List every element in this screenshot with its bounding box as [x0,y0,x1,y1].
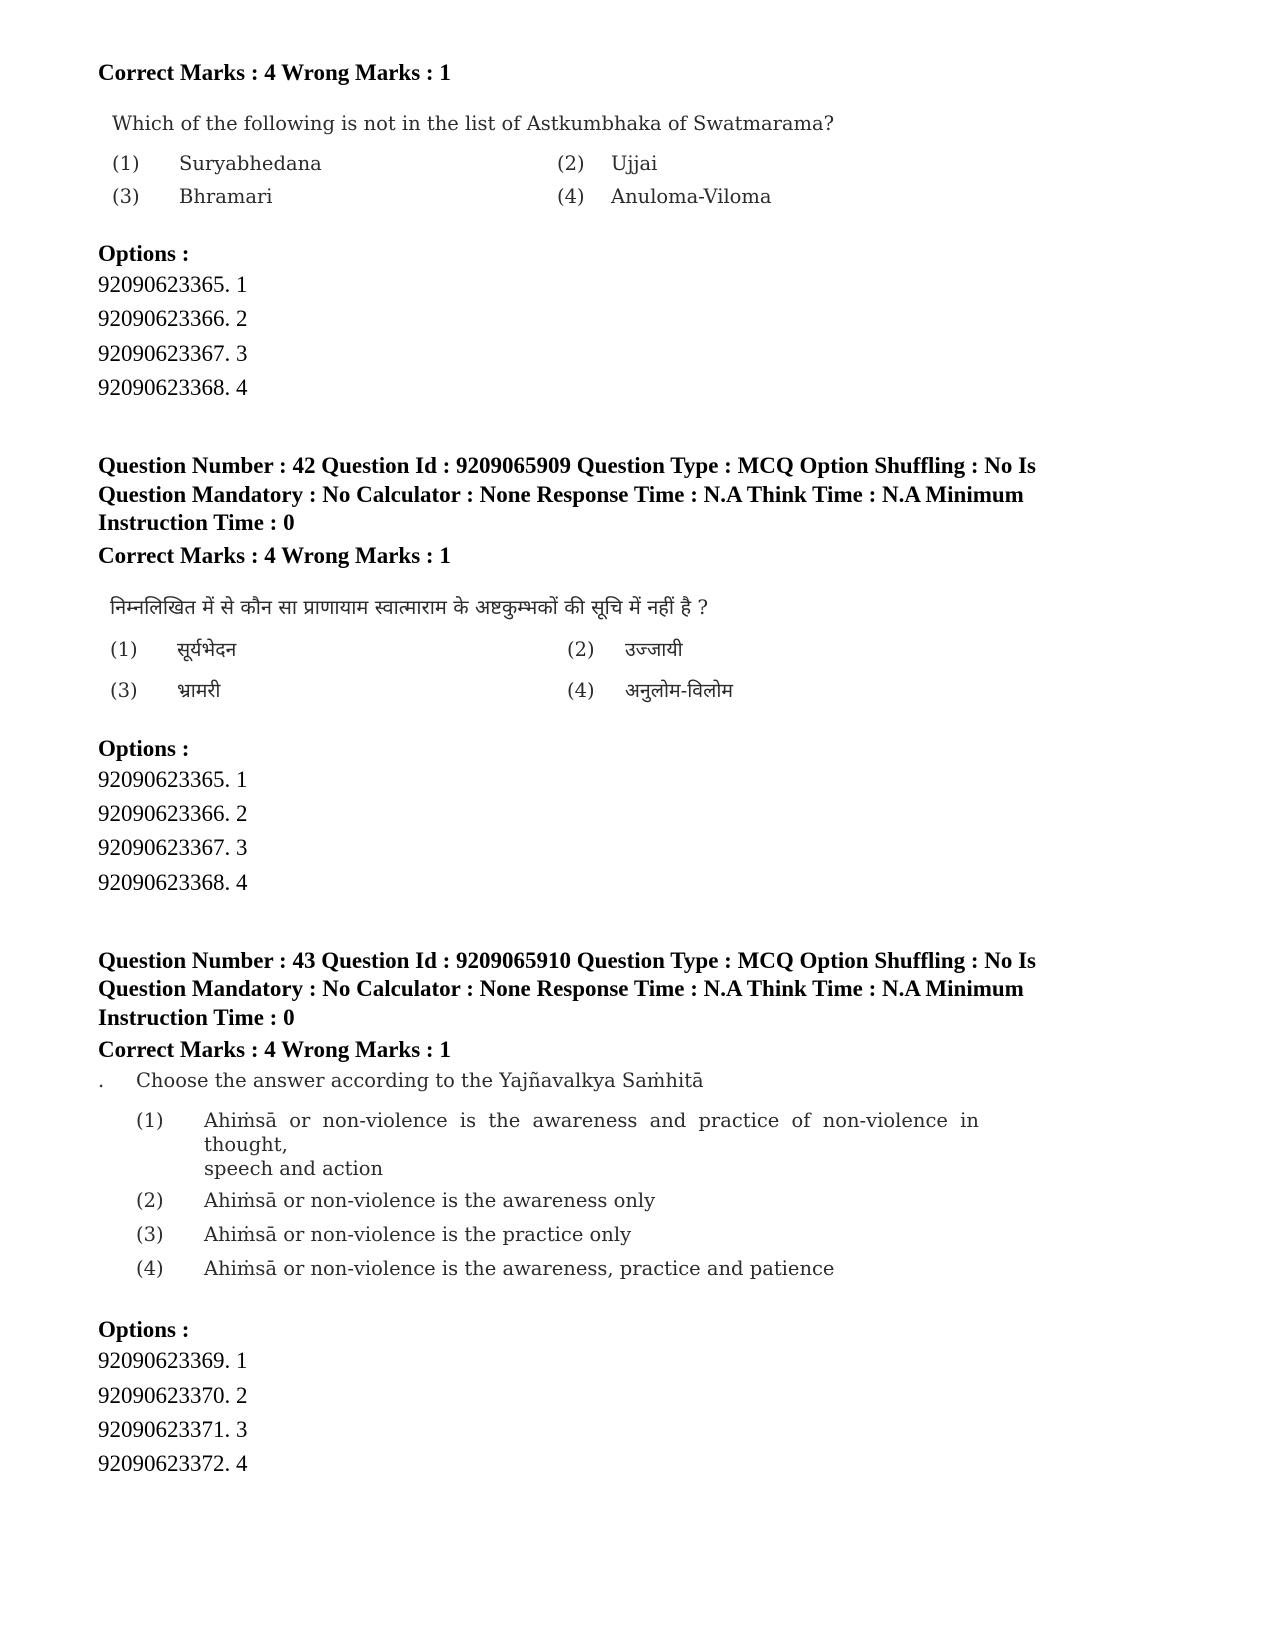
choice-text: अनुलोम-विलोम [625,678,734,702]
choice-text: सूर्यभेदन [177,637,237,661]
choice-number: (2) [567,637,595,661]
choice-text [204,1109,1044,1181]
choice-number: (1) [112,152,140,175]
options-list [98,268,1198,405]
question-image [98,1068,1198,1282]
option-item: 92090623371. 3 [98,1416,248,1442]
option-item: 92090623367. 3 [98,835,248,861]
choice-row [136,1256,1198,1282]
question-bullet: . [98,1069,105,1093]
choice-grid [110,637,1198,704]
choice-row [136,1222,1198,1248]
choice-text: Ahiṁsā or non-violence is the awareness, practice and patience [204,1257,835,1281]
choice-text: उज्जायी [625,637,683,661]
choice-number: (4) [136,1257,164,1281]
question-text: Choose the answer according to the Yajñavalkya Saṁhitā [136,1069,704,1093]
choice-row [136,1188,1198,1214]
options-list [98,1344,1198,1481]
marks-line: Correct Marks : 4 Wrong Marks : 1 [98,542,451,568]
question-meta-line: Question Mandatory : No Calculator : None Response Time : N.A Think Time : N.A Minimum [98,481,1024,507]
choice-number: (3) [136,1223,164,1247]
choice-number: (4) [557,185,585,208]
question-block-43 [98,947,1198,1482]
options-list [98,763,1198,900]
question-block-42 [98,452,1198,900]
option-item: 92090623368. 4 [98,869,248,895]
question-meta-line: Question Number : 42 Question Id : 9209065909 Question Type : MCQ Option Shuffling : No Is [98,453,1037,479]
choice-number: (2) [136,1189,164,1213]
choice-text-line: speech and action [204,1157,384,1181]
document-page [98,58,1198,1482]
question-meta-line: Instruction Time : 0 [98,1004,295,1030]
question-meta-line: Question Mandatory : No Calculator : None Response Time : N.A Think Time : N.A Minimum [98,976,1024,1002]
marks-line: Correct Marks : 4 Wrong Marks : 1 [98,60,451,85]
choice-text: Suryabhedana [179,152,322,175]
option-item: 92090623369. 1 [98,1348,248,1374]
question-meta-line: Question Number : 43 Question Id : 9209065910 Question Type : MCQ Option Shuffling : No Is [98,947,1037,973]
marks-line: Correct Marks : 4 Wrong Marks : 1 [98,1037,451,1063]
option-item: 92090623366. 2 [98,800,248,826]
question-line [98,1068,1198,1094]
choice-grid [112,151,1198,210]
choice-text-line: Ahiṁsā or non-violence is the awareness and practice of non-violence in thought, [204,1109,979,1157]
options-heading: Options : [98,1317,190,1343]
choice-text: Ujjai [611,152,658,175]
question-image [110,594,1198,704]
choice-number: (3) [110,678,138,702]
choice-text: Ahiṁsā or non-violence is the awareness only [204,1189,656,1213]
choice-number: (1) [110,637,138,661]
options-heading: Options : [98,735,190,761]
option-item: 92090623365. 1 [98,272,248,297]
choice-number: (3) [112,185,140,208]
option-item: 92090623367. 3 [98,340,248,366]
question-block-41 [98,58,1198,405]
choice-text: Anuloma-Viloma [611,185,772,208]
option-item: 92090623368. 4 [98,374,248,400]
option-item: 92090623372. 4 [98,1451,248,1477]
choice-text: भ्रामरी [177,678,221,702]
choice-text: Ahiṁsā or non-violence is the practice only [204,1223,632,1247]
option-item: 92090623370. 2 [98,1382,248,1408]
choice-number: (2) [557,152,585,175]
options-heading: Options : [98,241,190,266]
question-text: Which of the following is not in the list of Astkumbhaka of Swatmarama? [112,112,835,135]
choice-text: Bhramari [179,185,273,208]
choice-number: (1) [136,1109,164,1133]
question-meta-line: Instruction Time : 0 [98,510,295,536]
question-text: निम्नलिखित में से कौन सा प्राणायाम स्वात्माराम के अष्टकुम्भकों की सूचि में नहीं है ? [110,594,709,619]
option-item: 92090623366. 2 [98,306,248,332]
choice-row [136,1109,1198,1181]
option-item: 92090623365. 1 [98,766,248,792]
choice-list [136,1109,1198,1282]
choice-number: (4) [567,678,595,702]
question-image [112,111,1198,210]
